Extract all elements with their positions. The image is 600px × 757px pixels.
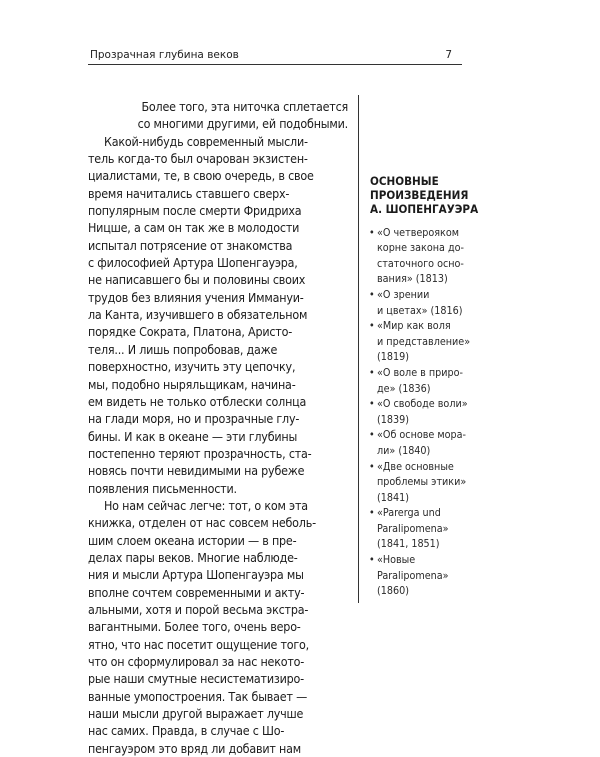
text-line: что он сформулировал за нас некото- (88, 654, 305, 669)
work-item-line: вания» (1813) (377, 272, 448, 286)
work-item-line: «Мир как воля (377, 319, 451, 333)
sidebar-title (370, 174, 495, 217)
text-line: Какой-нибудь современный мысли- (104, 133, 308, 149)
text-line: трудов без влияния учения Иммануи- (88, 289, 304, 305)
text-line: не написавшего бы и половины своих (88, 272, 306, 288)
sidebar-divider (358, 95, 359, 603)
work-item-line: Paralipomena» (377, 568, 449, 582)
work-item (370, 427, 495, 458)
text-line: на глади моря, но и прозрачные глу- (88, 411, 300, 427)
work-item-line: и цветах» (1816) (377, 303, 463, 317)
text-line: альными, хотя и порой весьма экстра- (88, 601, 309, 617)
text-line: со многими другими, ей подобными. (137, 116, 348, 132)
work-item (370, 552, 495, 599)
text-line: поверхностно, изучить эту цепочку, (88, 359, 296, 375)
text-line: циалистами, те, в свою очередь, в свое (88, 168, 314, 184)
text-line: теля... И лишь попробовав, даже (88, 341, 278, 357)
work-item-line: проблемы этики» (377, 475, 467, 489)
bullet-icon: • (369, 553, 375, 567)
text-line: мы, подобно ныряльщикам, начина- (88, 376, 296, 392)
sidebar-works (370, 174, 495, 599)
work-item-line: «Новые (377, 553, 416, 567)
text-line: появления письменности. (88, 480, 237, 496)
main-text-column (88, 98, 348, 757)
bullet-icon: • (369, 225, 375, 239)
works-list (370, 225, 495, 599)
work-item-line: (1860) (377, 584, 409, 598)
work-item-line: «О зрении (377, 287, 430, 301)
text-line: нас самих. Правда, в случае с Шо- (88, 723, 285, 739)
text-line: Ницше, а сам он так же в молодости (88, 220, 300, 236)
work-item-line: (1819) (377, 350, 409, 364)
work-item (370, 396, 495, 427)
bullet-icon: • (369, 397, 375, 411)
bullet-icon: • (369, 506, 375, 520)
header-rule (88, 64, 462, 65)
work-item-line: корне закона до- (377, 241, 464, 255)
text-line: книжка, отделен от нас совсем неболь- (88, 515, 316, 531)
work-item-line: «Parerga und (377, 506, 441, 520)
text-line: Но нам сейчас легче: тот, о ком эта (104, 497, 308, 513)
bullet-icon: • (369, 459, 375, 473)
work-item (370, 365, 495, 396)
text-line: тель когда-то был очарован экзистен- (88, 151, 308, 167)
text-line: испытал потрясение от знакомства (88, 237, 293, 253)
work-item (370, 505, 495, 552)
text-line: бины. И как в океане — эти глубины (88, 428, 298, 444)
bullet-icon: • (369, 365, 375, 379)
text-line: ванные умопостроения. Так бывает — (88, 688, 308, 704)
text-line: ла Канта, изучившего в обязательном (88, 307, 308, 323)
text-line: рые наши смутные несистематизиро- (88, 671, 304, 687)
work-item-line: (1839) (377, 412, 409, 426)
work-item (370, 459, 495, 506)
work-item-line: «О четверояком (377, 225, 459, 239)
bullet-icon: • (369, 287, 375, 301)
text-line: Более того, эта ниточка сплетается (141, 99, 348, 114)
sidebar-title-line: А. ШОПЕНГАУЭРА (370, 202, 479, 217)
text-line: наши мысли другой выражает лучше (88, 706, 304, 722)
text-line: ятно, что нас посетит ощущение того, (88, 636, 310, 652)
work-item (370, 225, 495, 287)
work-item-line: «Об основе мора- (377, 428, 467, 442)
text-line: вагантными. Более того, очень веро- (88, 619, 301, 635)
text-line: ния и мысли Артура Шопенгауэра мы (88, 567, 304, 583)
text-line: пенгауэром это вряд ли добавит нам (88, 740, 301, 756)
work-item-line: «О свободе воли» (377, 397, 468, 411)
text-line: вполне сочтем современными и акту- (88, 584, 305, 600)
work-item (370, 318, 495, 365)
page-number: 7 (445, 49, 452, 61)
text-line: с философией Артура Шопенгауэра, (88, 255, 298, 271)
text-line: шим слоем океана истории — в пре- (88, 532, 297, 548)
text-line: новясь почти невидимыми на рубеже (88, 463, 305, 479)
work-item-line: ли» (1840) (377, 443, 431, 457)
text-line: порядке Сократа, Платона, Аристо- (88, 324, 293, 340)
text-line: популярным после смерти Фридриха (88, 203, 302, 219)
work-item (370, 287, 495, 318)
text-line: ем видеть не только отблески солнца (88, 393, 307, 409)
work-item-line: (1841, 1851) (377, 537, 440, 551)
sidebar-title-line: ПРОИЗВЕДЕНИЯ (370, 188, 469, 203)
sidebar-title-line: ОСНОВНЫЕ (370, 174, 439, 188)
text-line: делах пары веков. Многие наблюде- (88, 549, 298, 565)
running-header-title: Прозрачная глубина веков (90, 49, 239, 61)
work-item-line: де» (1836) (377, 381, 431, 395)
work-item-line: Paralipomena» (377, 521, 449, 535)
work-item-line: «О воле в приро- (377, 365, 463, 379)
work-item-line: (1841) (377, 490, 409, 504)
work-item-line: статочного осно- (377, 256, 464, 270)
text-line: постепенно теряют прозрачность, ста- (88, 445, 312, 461)
bullet-icon: • (369, 428, 375, 442)
work-item-line: и представление» (377, 334, 471, 348)
bullet-icon: • (369, 319, 375, 333)
text-line: время начитались ставшего сверх- (88, 185, 290, 201)
work-item-line: «Две основные (377, 459, 454, 473)
